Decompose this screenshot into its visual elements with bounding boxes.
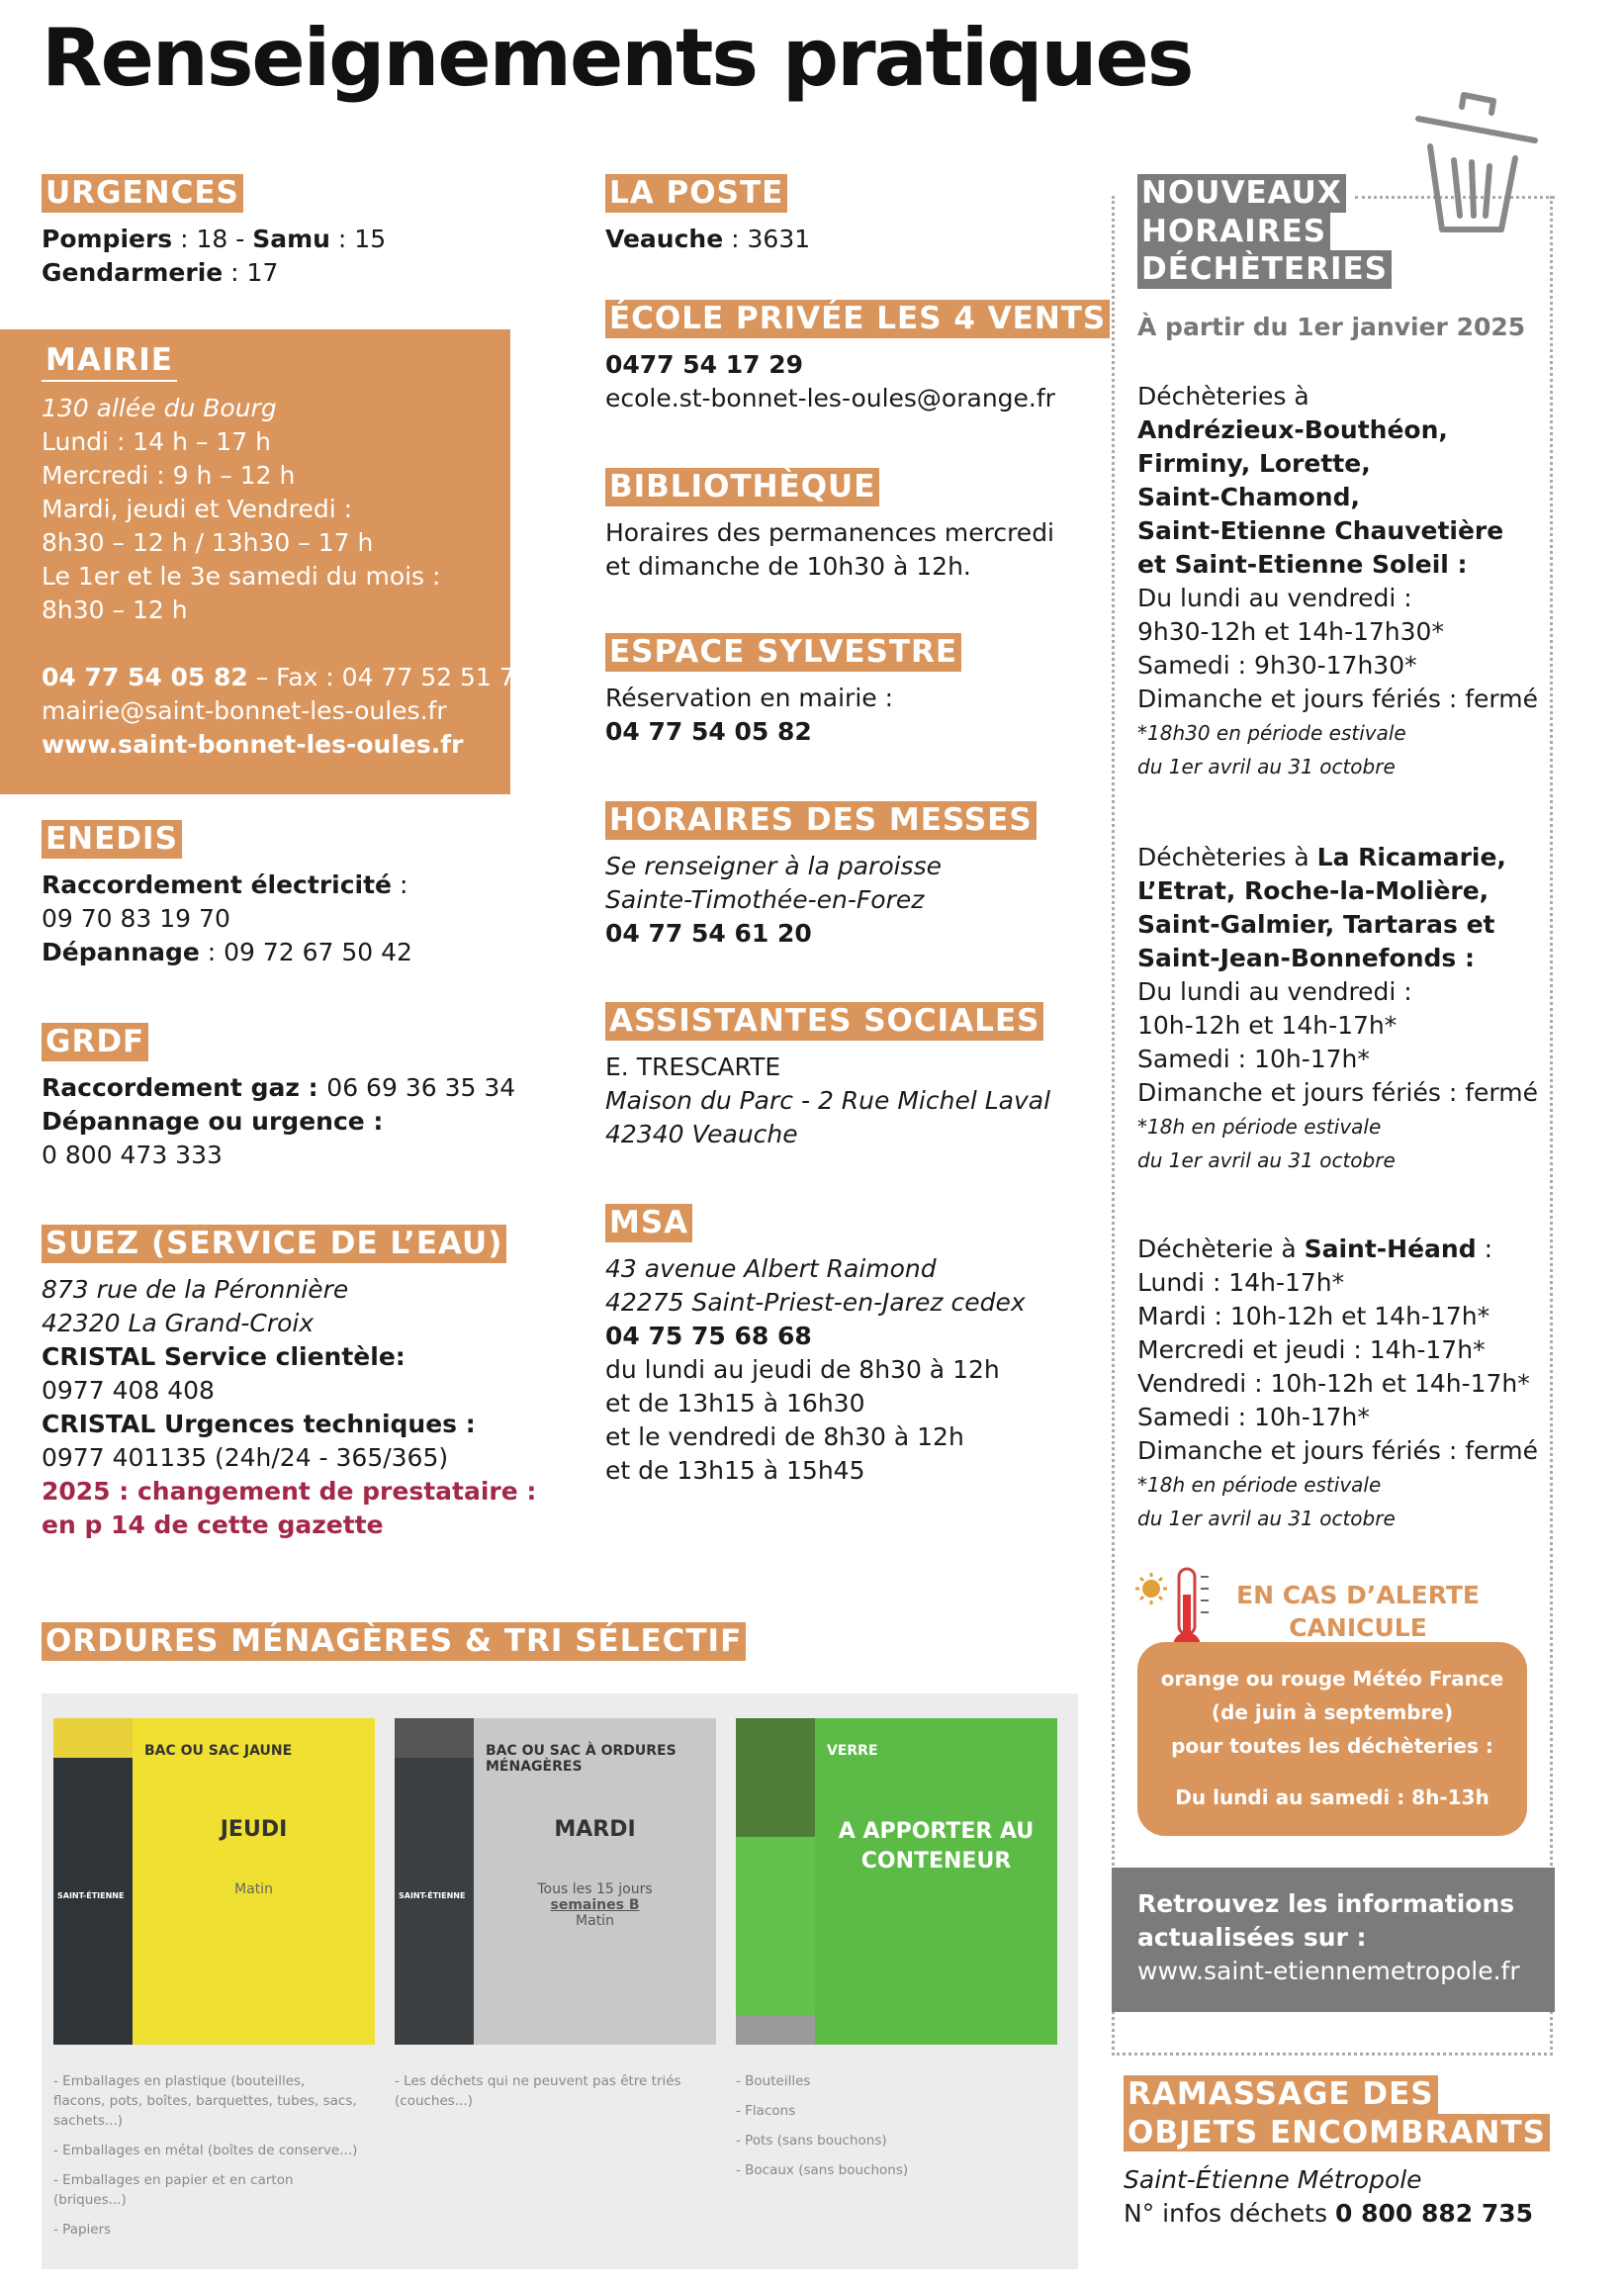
gendarmerie-value: : 17 xyxy=(223,257,279,287)
bibliotheque-section xyxy=(605,468,1054,584)
encombrants-header: RAMASSAGE DES xyxy=(1124,2075,1438,2114)
decheteries-header: DÉCHÈTERIES xyxy=(1137,250,1392,289)
info-line: actualisées sur : xyxy=(1137,1923,1367,1952)
group-intro: Déchèteries à xyxy=(1137,382,1309,411)
canicule-title-line: CANICULE xyxy=(1289,1613,1427,1642)
enedis-raccord-label: Raccordement électricité xyxy=(42,869,393,899)
mairie-phone[interactable]: 04 77 54 05 82 xyxy=(42,662,248,691)
bin-label: SAINT-ÉTIENNE xyxy=(57,1891,125,1900)
list-item: - Emballages en papier et en carton xyxy=(53,2172,294,2188)
messes-phone[interactable]: 04 77 54 61 20 xyxy=(605,918,812,948)
grdf-raccord-label: Raccordement gaz : xyxy=(42,1072,327,1102)
enedis-depannage-label: Dépannage xyxy=(42,937,200,966)
decheteries-group-3 xyxy=(1137,1233,1538,1535)
cristal-urgences-label: CRISTAL Urgences techniques : xyxy=(42,1409,476,1438)
card-sub: Matin xyxy=(576,1913,614,1929)
decheterie-name: Saint-Héand xyxy=(1304,1235,1477,1263)
mairie-header: MAIRIE xyxy=(42,341,177,382)
mairie-hours-line: Lundi : 14 h – 17 h xyxy=(42,426,271,456)
canicule-line: orange ou rouge Météo France xyxy=(1160,1667,1504,1691)
decheteries-group-2 xyxy=(1137,841,1538,1177)
page-title: Renseignements pratiques xyxy=(42,12,1193,104)
hours-line: Vendredi : 10h-12h et 14h-17h* xyxy=(1137,1369,1530,1398)
decheteries-header: NOUVEAUX xyxy=(1137,174,1346,213)
decheterie-name: Firminy, Lorette, xyxy=(1137,449,1371,478)
messes-header: HORAIRES DES MESSES xyxy=(605,801,1037,840)
group-intro: Déchèteries à xyxy=(1137,843,1317,871)
suez-notice: 2025 : changement de prestataire : xyxy=(42,1476,537,1506)
poste-value[interactable]: : 3631 xyxy=(723,224,811,253)
msa-phone[interactable]: 04 75 75 68 68 xyxy=(605,1321,812,1350)
msa-hours: du lundi au jeudi de 8h30 à 12h xyxy=(605,1354,1000,1384)
enedis-depannage-value[interactable]: : 09 72 67 50 42 xyxy=(199,937,412,966)
card-title: VERRE xyxy=(827,1743,878,1759)
decheterie-name: Saint-Galmier, Tartaras et xyxy=(1137,910,1495,939)
msa-hours: et de 13h15 à 15h45 xyxy=(605,1455,865,1485)
suez-notice: en p 14 de cette gazette xyxy=(42,1509,384,1539)
card-sub: Tous les 15 jours xyxy=(537,1881,653,1897)
bin-image xyxy=(53,1718,133,2045)
canicule-title xyxy=(1224,1579,1491,1644)
decheterie-name: Saint-Jean-Bonnefonds : xyxy=(1137,944,1475,972)
hours-note: *18h en période estivale xyxy=(1137,1115,1382,1139)
hours-line: Mercredi et jeudi : 14h-17h* xyxy=(1137,1335,1486,1364)
gendarmerie-label: Gendarmerie xyxy=(42,257,224,287)
encombrants-header: OBJETS ENCOMBRANTS xyxy=(1124,2114,1550,2152)
mairie-website[interactable]: www.saint-bonnet-les-oules.fr xyxy=(42,729,464,759)
cristal-service-phone[interactable]: 0977 408 408 xyxy=(42,1375,215,1405)
enedis-raccord-sep: : xyxy=(392,869,408,899)
poste-label: Veauche xyxy=(605,224,724,253)
card-day: A APPORTER AU CONTENEUR xyxy=(838,1819,1035,1874)
poste-section xyxy=(605,174,810,256)
collection-card-gray xyxy=(395,1718,716,2045)
decheteries-group-1 xyxy=(1137,380,1538,783)
canicule-line: (de juin à septembre) xyxy=(1211,1700,1454,1724)
bibliotheque-text: et dimanche de 10h30 à 12h. xyxy=(605,551,971,581)
assistantes-header: ASSISTANTES SOCIALES xyxy=(605,1002,1043,1041)
list-item: - Pots (sans bouchons) xyxy=(736,2133,887,2149)
decheterie-name: L’Etrat, Roche-la-Molière, xyxy=(1137,876,1489,905)
assistantes-name: E. TRESCARTE xyxy=(605,1052,781,1081)
suez-address: 873 rue de la Péronnière xyxy=(42,1274,349,1304)
hours-line: Dimanche et jours fériés : fermé xyxy=(1137,685,1538,713)
ordures-section xyxy=(42,1622,746,1661)
list-item: - Emballages en plastique (bouteilles, xyxy=(53,2073,306,2089)
samu-value: : 15 xyxy=(329,224,387,253)
canicule-box xyxy=(1137,1642,1527,1836)
pompiers-value: : 18 - xyxy=(172,224,253,253)
hours-line: Du lundi au vendredi : xyxy=(1137,977,1412,1006)
mairie-hours-line: 8h30 – 12 h / 13h30 – 17 h xyxy=(42,527,374,557)
decheterie-name: Andrézieux-Bouthéon, xyxy=(1137,415,1448,444)
sylvestre-phone[interactable]: 04 77 54 05 82 xyxy=(605,716,812,746)
enedis-raccord-value[interactable]: 09 70 83 19 70 xyxy=(42,903,230,933)
card-title: BAC OU SAC À ORDURES MÉNAGÈRES xyxy=(486,1743,677,1775)
mairie-fax: – Fax : 04 77 52 51 79 xyxy=(247,662,531,691)
ecole-header: ÉCOLE PRIVÉE LES 4 VENTS xyxy=(605,300,1110,338)
msa-section xyxy=(605,1204,1026,1488)
enedis-section xyxy=(42,820,412,969)
mairie-hours-line: Mercredi : 9 h – 12 h xyxy=(42,460,296,490)
bin-image xyxy=(395,1718,474,2045)
name-separator: : xyxy=(1476,1235,1492,1263)
bibliotheque-text: Horaires des permanences mercredi xyxy=(605,517,1055,547)
info-box xyxy=(1112,1868,1555,2012)
list-item: - Emballages en métal (boîtes de conserve...) xyxy=(53,2143,358,2158)
hours-line: Mardi : 10h-12h et 14h-17h* xyxy=(1137,1302,1490,1330)
sylvestre-header: ESPACE SYLVESTRE xyxy=(605,633,961,672)
list-green xyxy=(736,2071,908,2180)
list-item: - Les déchets qui ne peuvent pas être triés xyxy=(395,2073,681,2089)
list-yellow xyxy=(53,2071,357,2240)
suez-address: 42320 La Grand-Croix xyxy=(42,1308,315,1337)
list-item: - Bocaux (sans bouchons) xyxy=(736,2162,909,2178)
mairie-hours-line: Mardi, jeudi et Vendredi : xyxy=(42,494,353,523)
cristal-urgences-phone[interactable]: 0977 401135 (24h/24 - 365/365) xyxy=(42,1442,449,1472)
hours-line: Samedi : 9h30-17h30* xyxy=(1137,651,1417,680)
msa-hours: et de 13h15 à 16h30 xyxy=(605,1388,865,1418)
mairie-hours-line: 8h30 – 12 h xyxy=(42,595,188,624)
hours-line: Dimanche et jours fériés : fermé xyxy=(1137,1078,1538,1107)
collection-card-yellow xyxy=(53,1718,375,2045)
poste-header: LA POSTE xyxy=(605,174,787,213)
card-panel xyxy=(133,1718,375,2045)
card-sub: Matin xyxy=(234,1881,273,1897)
list-item: - Flacons xyxy=(736,2103,796,2119)
decheterie-name: et Saint-Etienne Soleil : xyxy=(1137,550,1468,579)
bin-label: SAINT-ÉTIENNE xyxy=(399,1891,466,1900)
canicule-title-line: EN CAS D’ALERTE xyxy=(1236,1581,1480,1609)
urgences-section xyxy=(42,174,386,290)
hours-note: *18h30 en période estivale xyxy=(1137,721,1406,745)
mairie-section xyxy=(0,329,531,794)
hours-line: Samedi : 10h-17h* xyxy=(1137,1045,1370,1073)
assistantes-address: Maison du Parc - 2 Rue Michel Laval xyxy=(605,1085,1051,1115)
grdf-depannage-value[interactable]: 0 800 473 333 xyxy=(42,1140,223,1169)
ecole-email[interactable]: ecole.st-bonnet-les-oules@orange.fr xyxy=(605,383,1055,412)
hours-note: du 1er avril au 31 octobre xyxy=(1137,1507,1396,1530)
mairie-email[interactable]: mairie@saint-bonnet-les-oules.fr xyxy=(42,695,447,725)
trash-can-icon xyxy=(1412,89,1541,241)
suez-section xyxy=(42,1225,536,1542)
msa-hours: et le vendredi de 8h30 à 12h xyxy=(605,1421,964,1451)
messes-text: Se renseigner à la paroisse xyxy=(605,851,942,880)
mairie-address: 130 allée du Bourg xyxy=(42,393,277,422)
grdf-section xyxy=(42,1023,515,1172)
hours-note: du 1er avril au 31 octobre xyxy=(1137,755,1396,778)
mairie-hours-line: Le 1er et le 3e samedi du mois : xyxy=(42,561,441,591)
list-item: (briques...) xyxy=(53,2192,127,2208)
hours-line: Du lundi au vendredi : xyxy=(1137,584,1412,612)
hours-note: du 1er avril au 31 octobre xyxy=(1137,1148,1396,1172)
decheterie-name: Saint-Chamond, xyxy=(1137,483,1360,511)
card-day: JEUDI xyxy=(220,1817,288,1842)
ecole-phone[interactable]: 0477 54 17 29 xyxy=(605,349,804,379)
canicule-hours: Du lundi au samedi : 8h-13h xyxy=(1175,1785,1489,1809)
decheteries-since: À partir du 1er janvier 2025 xyxy=(1137,313,1526,341)
card-day: MARDI xyxy=(554,1817,636,1842)
ordures-header: ORDURES MÉNAGÈRES & TRI SÉLECTIF xyxy=(42,1622,746,1661)
grdf-raccord-value[interactable]: 06 69 36 35 34 xyxy=(326,1072,516,1102)
list-item: - Bouteilles xyxy=(736,2073,811,2089)
hours-line: Samedi : 10h-17h* xyxy=(1137,1403,1370,1431)
list-item: sachets...) xyxy=(53,2113,124,2129)
canicule-line: pour toutes les déchèteries : xyxy=(1171,1734,1493,1758)
encombrants-label: N° infos déchets xyxy=(1124,2199,1336,2229)
hours-note: *18h en période estivale xyxy=(1137,1473,1382,1497)
pompiers-label: Pompiers xyxy=(42,224,173,253)
glass-container-image xyxy=(736,1718,815,2045)
bibliotheque-header: BIBLIOTHÈQUE xyxy=(605,468,879,506)
grdf-depannage-label: Dépannage ou urgence : xyxy=(42,1106,384,1136)
collection-card-green xyxy=(736,1718,1057,2045)
card-sub: semaines B xyxy=(550,1897,640,1913)
list-item: - Papiers xyxy=(53,2222,112,2238)
decheteries-header: HORAIRES xyxy=(1137,213,1330,251)
card-panel xyxy=(815,1718,1057,2045)
messes-text: Sainte-Timothée-en-Forez xyxy=(605,884,925,914)
decheterie-name: Saint-Etienne Chauvetière xyxy=(1137,516,1504,545)
hours-line: Lundi : 14h-17h* xyxy=(1137,1268,1345,1297)
sylvestre-text: Réservation en mairie : xyxy=(605,683,894,712)
card-panel xyxy=(474,1718,716,2045)
list-item: flacons, pots, boîtes, barquettes, tubes, sacs, xyxy=(53,2093,357,2109)
list-gray xyxy=(395,2071,681,2111)
msa-address: 42275 Saint-Priest-en-Jarez cedex xyxy=(605,1287,1026,1317)
ecole-section xyxy=(605,300,1110,415)
messes-section xyxy=(605,801,1037,951)
hours-line: Dimanche et jours fériés : fermé xyxy=(1137,1436,1538,1465)
group-intro: Déchèterie à xyxy=(1137,1235,1305,1263)
info-url[interactable]: www.saint-etiennemetropole.fr xyxy=(1137,1957,1520,1985)
cristal-service-label: CRISTAL Service clientèle: xyxy=(42,1341,406,1371)
encombrants-section xyxy=(1124,2075,1550,2231)
decheterie-name: La Ricamarie, xyxy=(1316,843,1506,871)
msa-header: MSA xyxy=(605,1204,692,1242)
card-title: BAC OU SAC JAUNE xyxy=(144,1743,293,1759)
info-line: Retrouvez les informations xyxy=(1137,1889,1515,1918)
hours-line: 9h30-12h et 14h-17h30* xyxy=(1137,617,1444,646)
enedis-header: ENEDIS xyxy=(42,820,182,859)
tri-panel xyxy=(42,1693,1078,2269)
assistantes-address: 42340 Veauche xyxy=(605,1119,798,1148)
urgences-header: URGENCES xyxy=(42,174,243,213)
msa-address: 43 avenue Albert Raimond xyxy=(605,1253,937,1283)
grdf-header: GRDF xyxy=(42,1023,148,1061)
encombrants-phone[interactable]: 0 800 882 735 xyxy=(1335,2199,1534,2229)
sylvestre-section xyxy=(605,633,961,749)
assistantes-section xyxy=(605,1002,1050,1151)
hours-line: 10h-12h et 14h-17h* xyxy=(1137,1011,1398,1040)
suez-header: SUEZ (SERVICE DE L’EAU) xyxy=(42,1225,506,1263)
decheteries-title xyxy=(1137,174,1392,289)
samu-label: Samu xyxy=(252,224,330,253)
encombrants-text: Saint-Étienne Métropole xyxy=(1124,2165,1422,2195)
list-item: (couches...) xyxy=(395,2093,473,2109)
